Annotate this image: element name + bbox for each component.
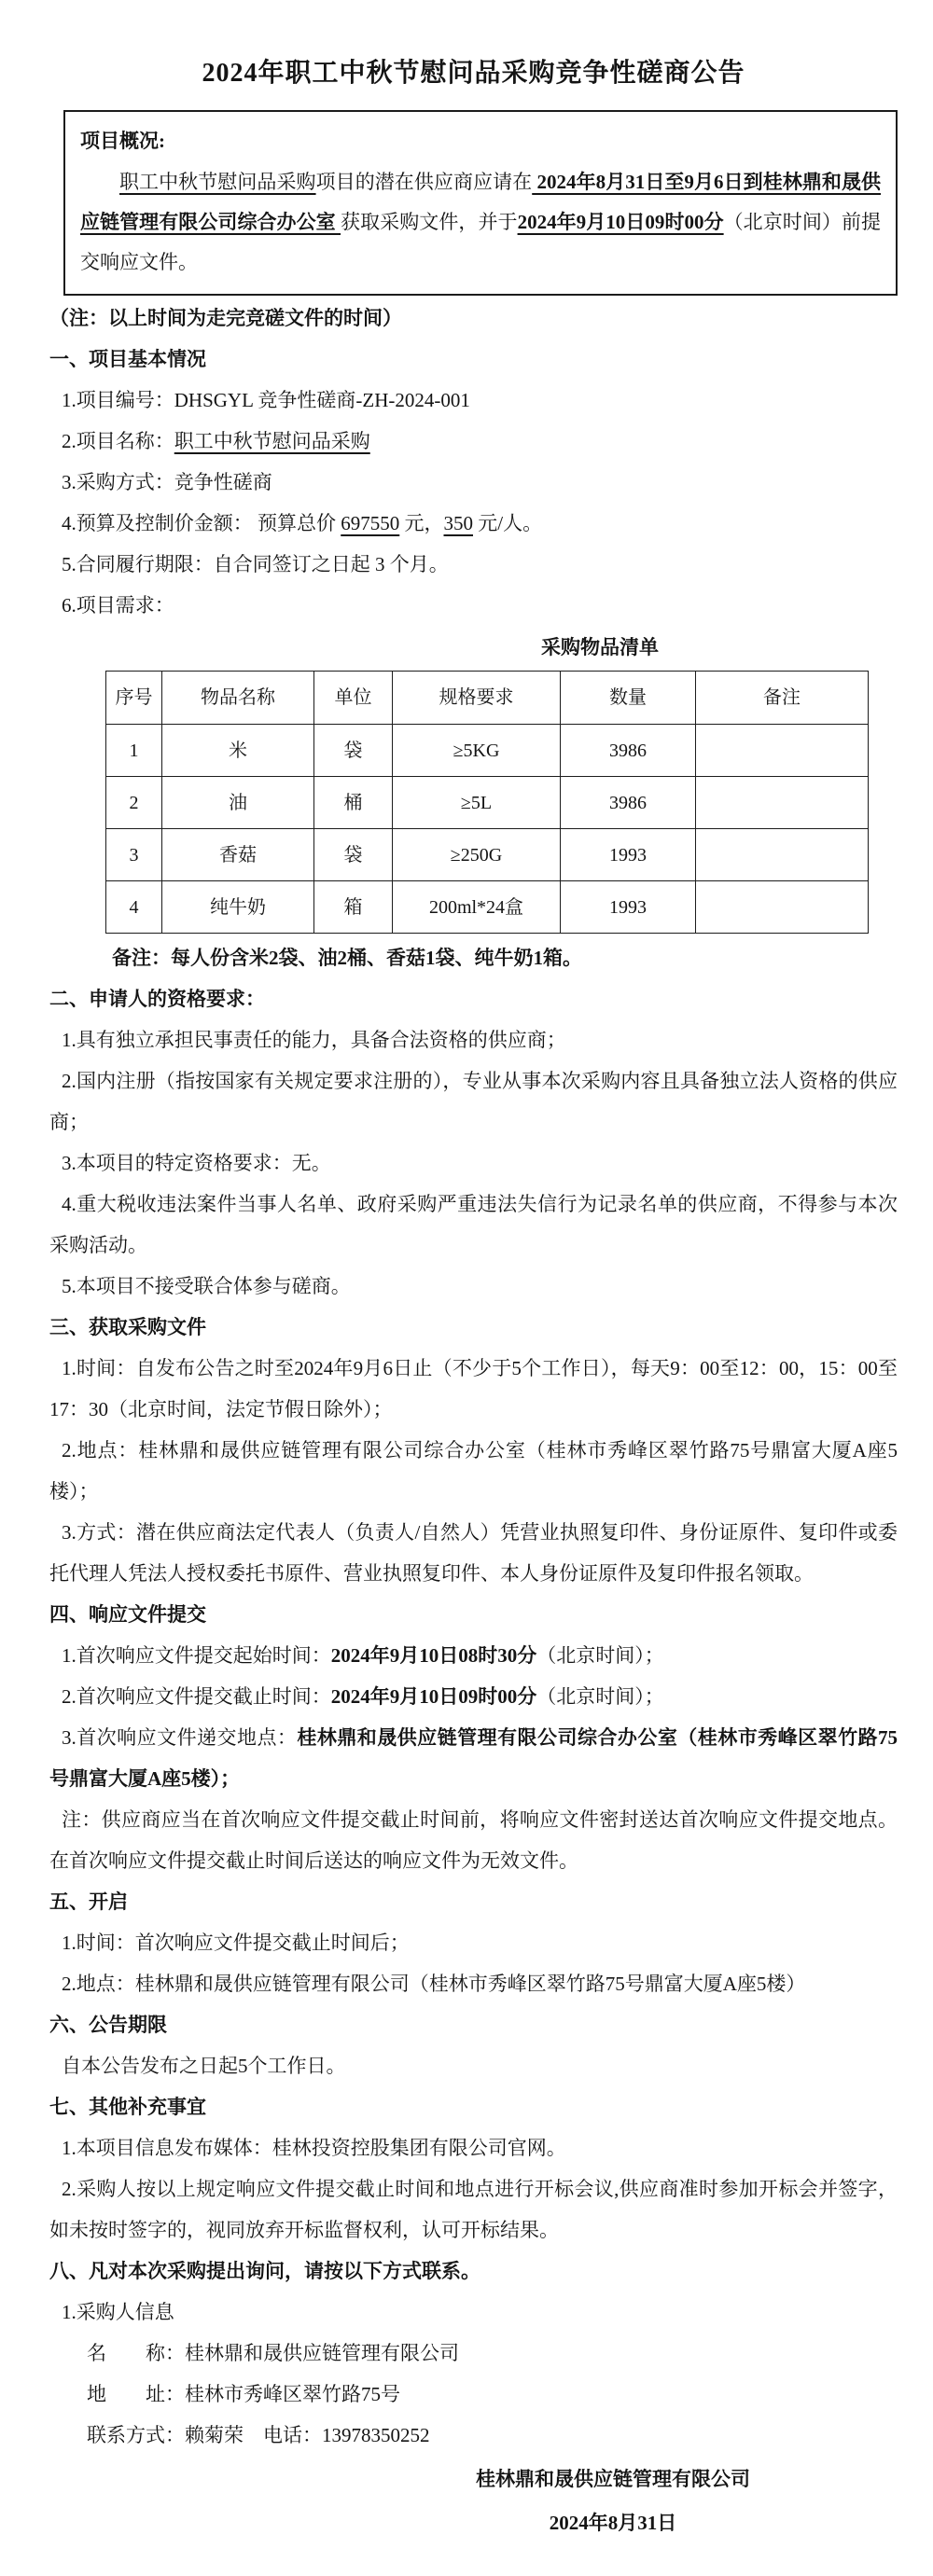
table-cell: 袋 <box>314 829 393 881</box>
list-item <box>49 1635 898 1676</box>
table-cell: ≥5KG <box>393 725 561 777</box>
table-cell: 3986 <box>561 777 696 829</box>
section-4-heading: 四、响应文件提交 <box>49 1603 206 1626</box>
table-cell: 3986 <box>561 725 696 777</box>
contact-name-line: 名 称：桂林鼎和晟供应链管理有限公司 <box>87 2342 459 2364</box>
text-segment: 职工中秋节慰问品采购 <box>174 430 370 452</box>
submission-note: 注：供应商应当在首次响应文件提交截止时间前，将响应文件密封送达首次响应文件提交地点。在首次响应文件提交截止时间后送达的响应文件为无效文件。 <box>49 1808 898 1872</box>
table-row <box>106 725 869 777</box>
overview-box <box>63 110 898 296</box>
table-cell: 纯牛奶 <box>162 881 314 934</box>
document-title: 2024年职工中秋节慰问品采购竞争性磋商公告 <box>202 59 745 88</box>
table-cell: 油 <box>162 777 314 829</box>
list-item: 3.采购方式：竞争性磋商 <box>62 471 272 493</box>
time-note: （注：以上时间为走完竞磋文件的时间） <box>49 307 402 329</box>
table-cell: 桶 <box>314 777 393 829</box>
list-item: 1.项目编号：DHSGYL 竞争性磋商-ZH-2024-001 <box>62 389 470 411</box>
table-cell: 4 <box>106 881 162 934</box>
procurement-items-table <box>105 671 869 934</box>
section-8-heading: 八、凡对本次采购提出询问，请按以下方式联系。 <box>49 2260 480 2282</box>
section-6-heading: 六、公告期限 <box>49 2014 167 2036</box>
table-cell: 3 <box>106 829 162 881</box>
text-segment: （北京时间）； <box>536 1685 664 1708</box>
table-cell <box>696 777 869 829</box>
list-item: 2.采购人按以上规定响应文件提交截止时间和地点进行开标会议,供应商准时参加开标会并签字，如未按时签字的，视同放弃开标监督权利，认可开标结果。 <box>49 2178 898 2241</box>
list-item: 1.具有独立承担民事责任的能力，具备合法资格的供应商； <box>62 1029 566 1051</box>
table-title: 采购物品清单 <box>541 636 659 658</box>
text-segment: 697550 <box>341 512 400 534</box>
table-cell: 香菇 <box>162 829 314 881</box>
text-segment: 2024年9月10日09时00分 <box>330 1685 537 1708</box>
text-segment: 350 <box>443 512 473 534</box>
list-item: 2.国内注册（指按国家有关规定要求注册的），专业从事本次采购内容且具备独立法人资格的供应商； <box>49 1070 898 1133</box>
list-item: 2.地点：桂林鼎和晟供应链管理有限公司（桂林市秀峰区翠竹路75号鼎富大厦A座5楼） <box>62 1973 806 1995</box>
table-cell: ≥5L <box>393 777 561 829</box>
list-item: 3.本项目的特定资格要求：无。 <box>62 1152 331 1174</box>
text-segment: 2.项目名称： <box>62 430 174 452</box>
table-cell: ≥250G <box>393 829 561 881</box>
table-cell <box>696 725 869 777</box>
list-item <box>49 503 898 544</box>
text-segment: 4.预算及控制价金额： 预算总价 <box>62 512 341 534</box>
table-header-cell: 单位 <box>314 672 393 725</box>
text-segment: （北京时间）； <box>536 1644 664 1667</box>
section-3-heading: 三、获取采购文件 <box>49 1316 206 1338</box>
text-segment: 桂林鼎和晟供应链管理有限公司综合办公室（桂林市秀峰区翠竹路75号鼎富大厦A座5楼）； <box>49 1726 898 1790</box>
text-segment: 获取采购文件，并于 <box>341 211 518 233</box>
table-header-cell: 数量 <box>561 672 696 725</box>
signature-block <box>426 2458 800 2545</box>
table-header-cell: 备注 <box>696 672 869 725</box>
table-row <box>106 881 869 934</box>
text-segment: 元/人。 <box>473 512 543 534</box>
signature-date: 2024年8月31日 <box>549 2512 677 2534</box>
section-2-heading: 二、申请人的资格要求： <box>49 988 265 1010</box>
table-cell: 箱 <box>314 881 393 934</box>
table-cell: 1993 <box>561 829 696 881</box>
list-item: 5.本项目不接受联合体参与磋商。 <box>62 1275 351 1297</box>
list-item: 1.时间：自发布公告之时至2024年9月6日止（不少于5个工作日），每天9：00至12：00，15：00至17：30（北京时间，法定节假日除外）； <box>49 1357 898 1420</box>
text-segment: 1.首次响应文件提交起始时间： <box>62 1644 331 1667</box>
table-cell: 1993 <box>561 881 696 934</box>
signature-company: 桂林鼎和晟供应链管理有限公司 <box>476 2468 750 2490</box>
list-item: 1.时间：首次响应文件提交截止时间后； <box>62 1932 410 1954</box>
table-header-cell: 规格要求 <box>393 672 561 725</box>
section-7-heading: 七、其他补充事宜 <box>49 2096 206 2118</box>
list-item: 1.本项目信息发布媒体：桂林投资控股集团有限公司官网。 <box>62 2137 566 2159</box>
table-row <box>106 829 869 881</box>
table-cell <box>696 829 869 881</box>
overview-label: 项目概况: <box>80 130 165 152</box>
table-header-cell: 物品名称 <box>162 672 314 725</box>
list-item: 2.地点：桂林鼎和晟供应链管理有限公司综合办公室（桂林市秀峰区翠竹路75号鼎富大厦A座5楼）； <box>49 1439 898 1503</box>
text-segment: 3.首次响应文件递交地点： <box>62 1726 298 1749</box>
table-row <box>106 777 869 829</box>
list-item: 自本公告发布之日起5个工作日。 <box>62 2055 346 2077</box>
text-segment: 元， <box>399 512 444 534</box>
table-cell: 米 <box>162 725 314 777</box>
text-segment: 2.首次响应文件提交截止时间： <box>62 1685 331 1708</box>
list-item: 5.合同履行期限：自合同签订之日起 3 个月。 <box>62 553 449 575</box>
text-segment: 2024年8月31日至9月6日到桂林鼎和晟供应链管理有限公司综合办公室 <box>80 171 882 233</box>
table-header-row <box>106 672 869 725</box>
table-cell: 200ml*24盒 <box>393 881 561 934</box>
list-item: 4.重大税收违法案件当事人名单、政府采购严重违法失信行为记录名单的供应商，不得参与本次采购活动。 <box>49 1193 898 1256</box>
table-cell <box>696 881 869 934</box>
contact-phone-line: 联系方式：赖菊荣 电话：13978350252 <box>87 2424 430 2446</box>
text-segment: 2024年9月10日08时30分 <box>330 1644 537 1667</box>
table-cell: 2 <box>106 777 162 829</box>
text-segment: 职工中秋节慰问品采购 <box>119 171 316 193</box>
contact-address-line: 地 址：桂林市秀峰区翠竹路75号 <box>87 2383 400 2405</box>
list-item: 3.方式：潜在供应商法定代表人（负责人/自然人）凭营业执照复印件、身份证原件、复印件或委托代理人凭法人授权委托书原件、营业执照复印件、本人身份证原件及复印件报名领取。 <box>49 1521 898 1585</box>
table-remark: 备注：每人份含米2袋、油2桶、香菇1袋、纯牛奶1箱。 <box>112 947 582 969</box>
table-header-cell: 序号 <box>106 672 162 725</box>
table-cell: 袋 <box>314 725 393 777</box>
purchaser-info-label: 1.采购人信息 <box>62 2301 174 2323</box>
list-item: 6.项目需求： <box>62 594 174 616</box>
list-item <box>49 421 898 462</box>
text-segment: 2024年9月10日09时00分 <box>517 211 724 233</box>
overview-paragraph <box>80 162 881 283</box>
text-segment: 项目的潜在供应商应请在 <box>315 171 533 193</box>
text-segment: （北京时间）前提交响应文件。 <box>80 211 882 273</box>
list-item <box>49 1717 898 1799</box>
section-5-heading: 五、开启 <box>49 1890 128 1913</box>
section-1-heading: 一、项目基本情况 <box>49 348 206 370</box>
list-item <box>49 1676 898 1717</box>
table-cell: 1 <box>106 725 162 777</box>
